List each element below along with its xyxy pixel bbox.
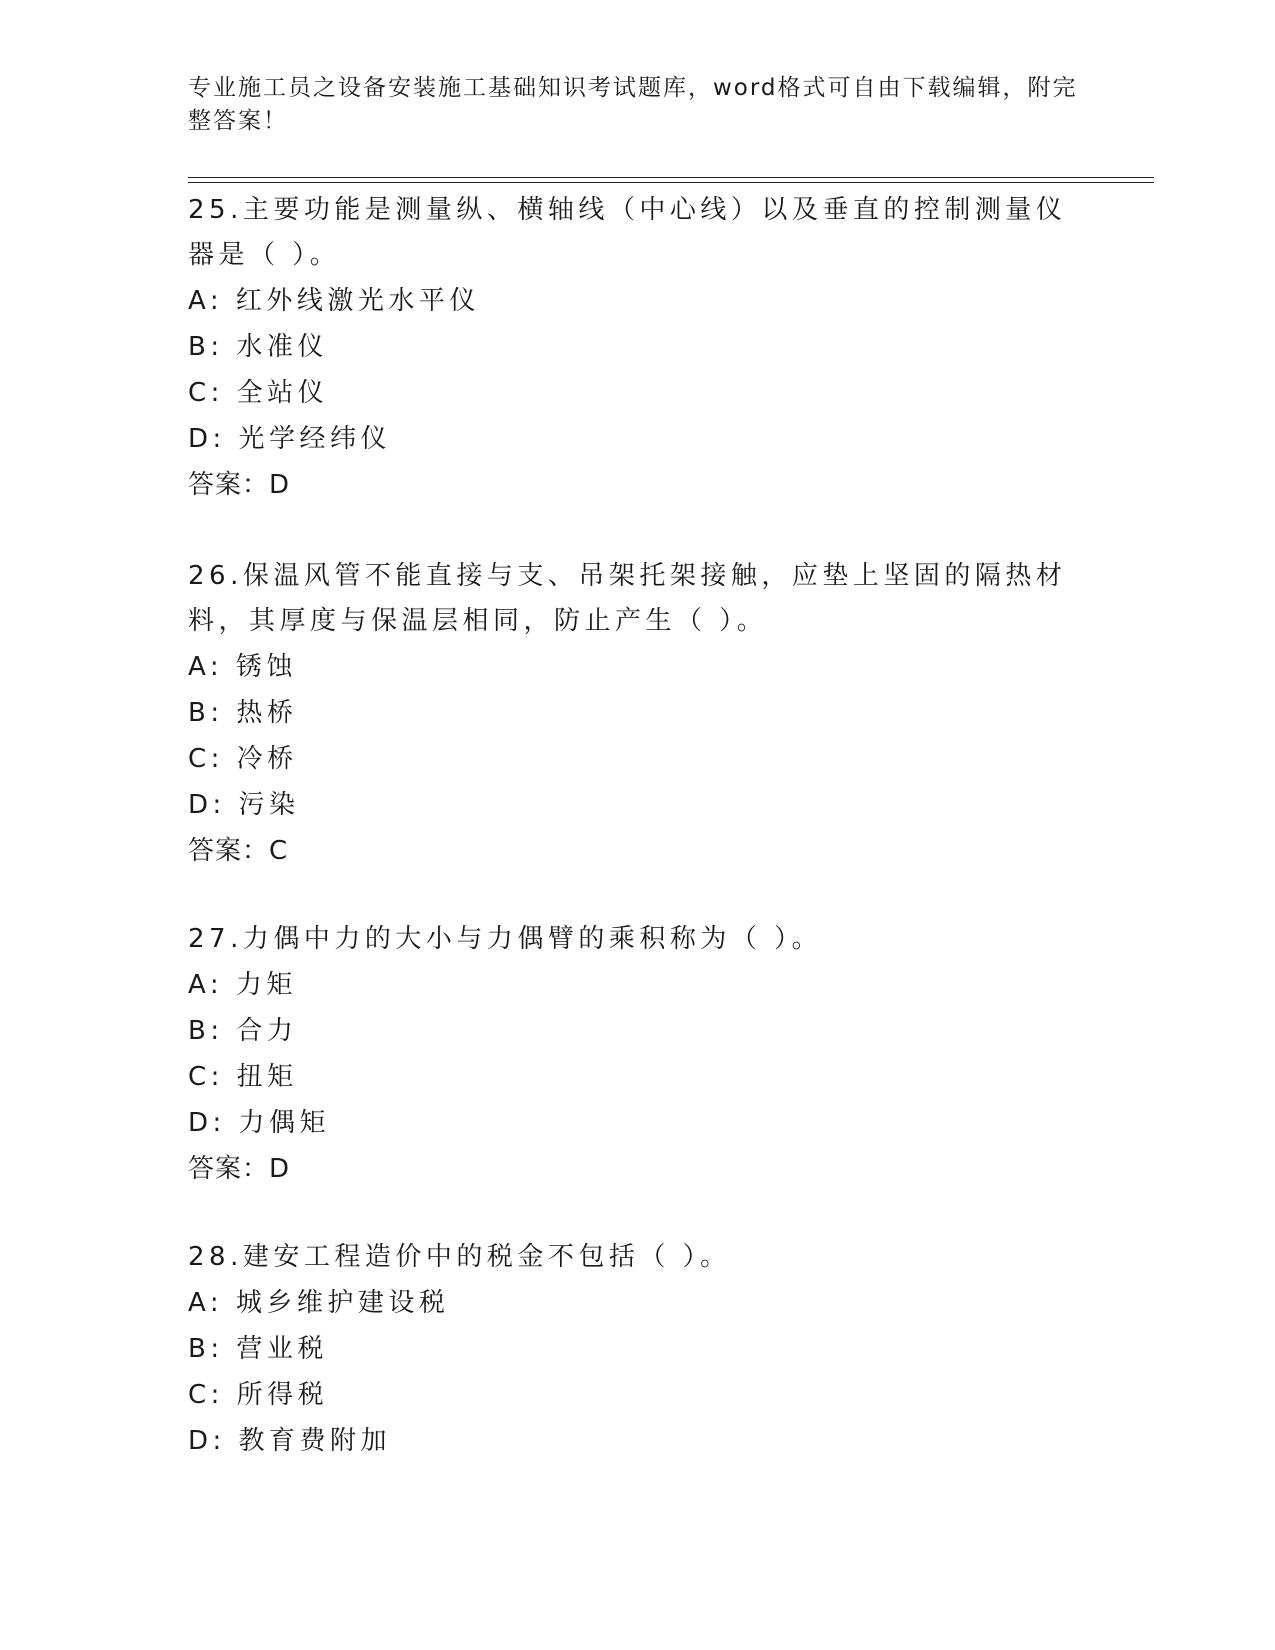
option-c: C: 冷桥 [188, 744, 298, 774]
question-28 [188, 1235, 1088, 1464]
option-a: A: 力矩 [188, 970, 297, 1000]
option-d: D: 教育费附加 [188, 1426, 392, 1456]
option-c: C: 所得税 [188, 1380, 329, 1410]
option-b: B: 合力 [188, 1016, 298, 1046]
option-d: D: 光学经纬仪 [188, 424, 392, 454]
option-d: D: 力偶矩 [188, 1108, 331, 1138]
header-divider-bottom [188, 182, 1154, 183]
answer-label: 答案：D [188, 1154, 291, 1184]
option-c: C: 扭矩 [188, 1062, 298, 1092]
question-26 [188, 554, 1088, 874]
header-divider-top [188, 177, 1154, 178]
question-stem: 26.保温风管不能直接与支、吊架托架接触，应垫上坚固的隔热材料，其厚度与保温层相同，防止产生（ ）。 [188, 561, 1067, 636]
option-a: A: 红外线激光水平仪 [188, 286, 480, 316]
question-stem: 25.主要功能是测量纵、横轴线（中心线）以及垂直的控制测量仪器是（ ）。 [188, 195, 1067, 270]
question-stem: 27.力偶中力的大小与力偶臂的乘积称为（ ）。 [188, 924, 823, 954]
option-a: A: 城乡维护建设税 [188, 1288, 450, 1318]
question-stem: 28.建安工程造价中的税金不包括（ ）。 [188, 1242, 731, 1272]
option-b: B: 热桥 [188, 698, 298, 728]
option-a: A: 锈蚀 [188, 652, 297, 682]
document-header: 专业施工员之设备安装施工基础知识考试题库，word格式可自由下载编辑，附完整答案！ [188, 75, 1078, 134]
option-d: D: 污染 [188, 790, 300, 820]
option-c: C: 全站仪 [188, 378, 329, 408]
question-25 [188, 188, 1088, 508]
answer-label: 答案：C [188, 836, 289, 866]
option-b: B: 水准仪 [188, 332, 328, 362]
option-b: B: 营业税 [188, 1334, 328, 1364]
answer-label: 答案：D [188, 470, 291, 500]
question-27 [188, 917, 1088, 1192]
